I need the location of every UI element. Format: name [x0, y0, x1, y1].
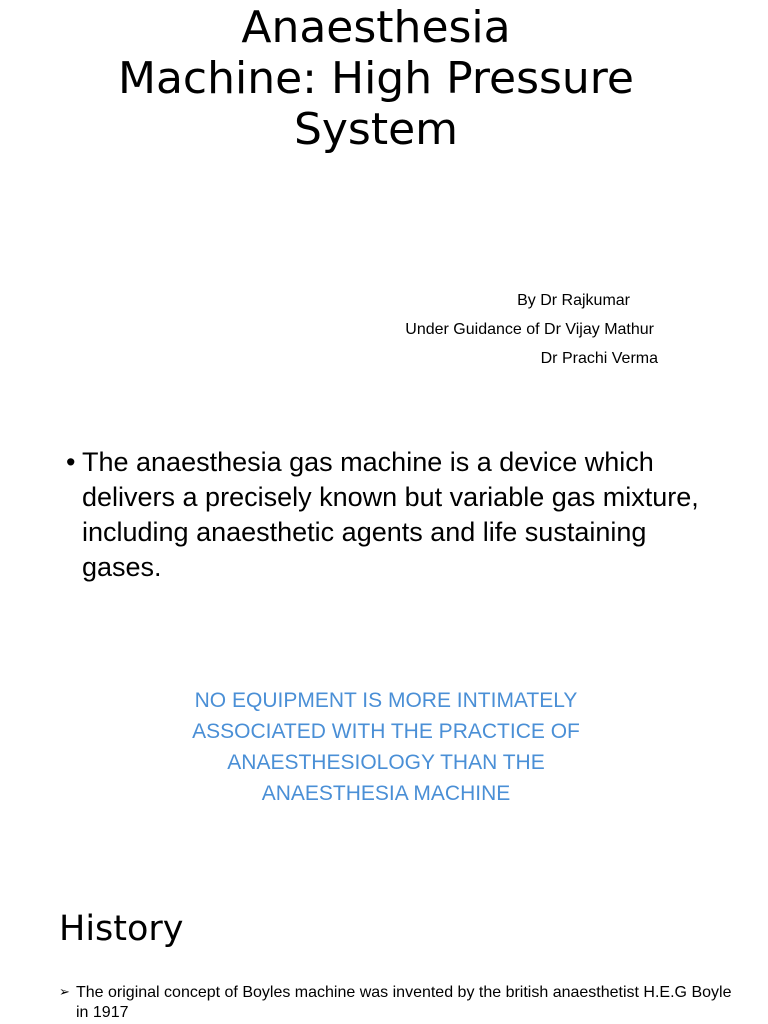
title-line-2: Machine: High Pressure	[118, 53, 634, 104]
arrow-bullet-icon: ➢	[59, 985, 70, 1000]
history-item-text: The original concept of Boyles machine was invented by the british anaesthetist H.E.G Boyle in 1917	[76, 984, 732, 1021]
page-title	[0, 2, 752, 155]
title-line-3: System	[293, 104, 459, 155]
definition-bullet	[66, 445, 716, 585]
author-credits	[340, 286, 658, 373]
co-guide-name: Dr Prachi Verma	[540, 350, 658, 367]
history-heading: History	[59, 909, 184, 949]
title-line-1: Anaesthesia	[241, 2, 511, 53]
definition-text: The anaesthesia gas machine is a device which delivers a precisely known but variable gas mixture, including anaesthetic agents and life sustaining gases.	[82, 447, 699, 582]
author-name: By Dr Rajkumar	[517, 292, 630, 309]
bullet-marker: •	[66, 447, 76, 477]
history-list-item	[59, 983, 739, 1023]
guidance-line: Under Guidance of Dr Vijay Mathur	[405, 321, 654, 338]
highlight-quote: NO EQUIPMENT IS MORE INTIMATELY ASSOCIATED WITH THE PRACTICE OF ANAESTHESIOLOGY THAN THE ANAESTHESIA MACHINE	[192, 689, 580, 805]
